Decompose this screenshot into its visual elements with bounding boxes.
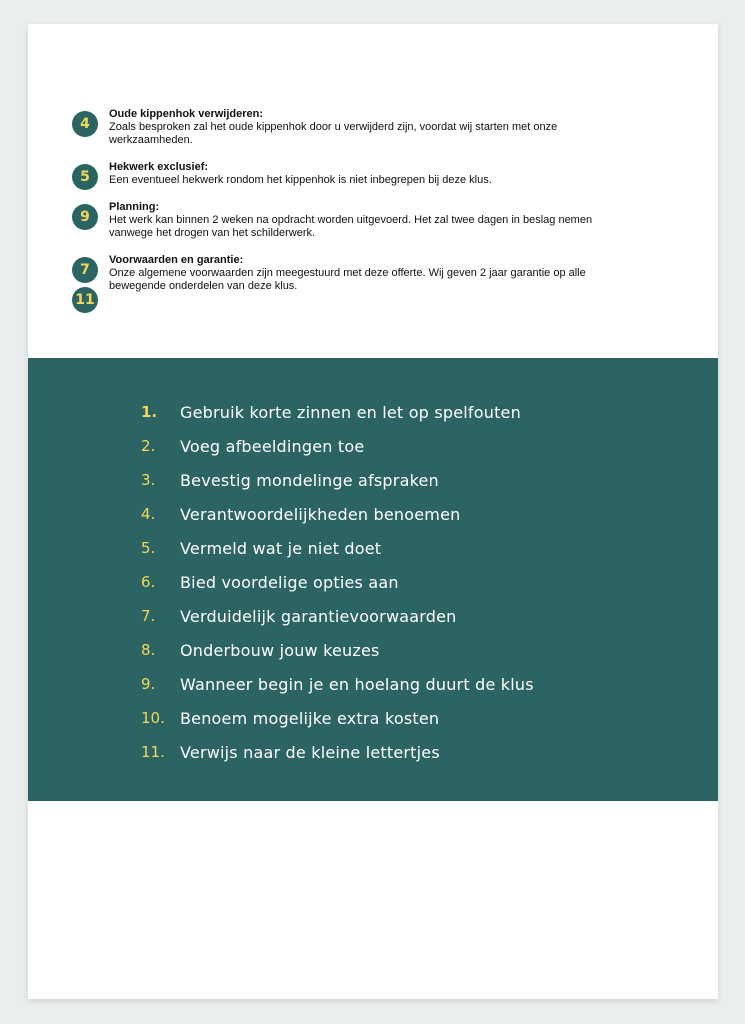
section-title: Voorwaarden en garantie: (109, 254, 244, 266)
list-item (141, 701, 534, 735)
list-item (141, 735, 534, 769)
list-number: 1. (141, 403, 158, 421)
list-item (141, 565, 534, 599)
list-number: 5. (141, 539, 156, 557)
list-item (141, 497, 534, 531)
tips-panel (28, 358, 718, 801)
list-text: Vermeld wat je niet doet (180, 538, 382, 558)
section-title: Planning: (109, 201, 160, 213)
list-text: Gebruik korte zinnen en let op spelfouten (180, 402, 521, 422)
section-body: Onze algemene voorwaarden zijn meegestuurd met deze offerte. Wij geven 2 jaar garantie op alle bewegende onderdelen van deze klus. (109, 267, 586, 292)
list-text: Wanneer begin je en hoelang duurt de klus (180, 674, 534, 694)
section-body: Het werk kan binnen 2 weken na opdracht worden uitgevoerd. Het zal twee dagen in beslag nemen vanwege het drogen van het schilderwerk. (109, 214, 593, 239)
number-badge: 5 (72, 164, 98, 190)
section-remove-old-coop (72, 108, 632, 147)
list-item (141, 395, 534, 429)
list-item (141, 633, 534, 667)
list-text: Voeg afbeeldingen toe (180, 436, 365, 456)
list-text: Verduidelijk garantievoorwaarden (180, 606, 457, 626)
list-number: 8. (141, 641, 156, 659)
list-text: Verwijs naar de kleine lettertjes (180, 742, 440, 762)
tips-list (141, 395, 534, 769)
quote-sections (72, 108, 632, 328)
list-item (141, 599, 534, 633)
list-number: 11. (141, 743, 165, 761)
list-number: 6. (141, 573, 156, 591)
list-item (141, 667, 534, 701)
list-text: Verantwoordelijkheden benoemen (180, 504, 461, 524)
list-item (141, 429, 534, 463)
list-number: 7. (141, 607, 156, 625)
list-number: 4. (141, 505, 156, 523)
list-number: 9. (141, 675, 156, 693)
number-badge: 11 (72, 287, 98, 313)
section-fence-excluded (72, 161, 632, 187)
section-title: Hekwerk exclusief: (109, 161, 209, 173)
number-badge: 4 (72, 111, 98, 137)
section-planning (72, 201, 632, 240)
section-body: Een eventueel hekwerk rondom het kippenhok is niet inbegrepen bij deze klus. (109, 174, 492, 186)
list-text: Onderbouw jouw keuzes (180, 640, 380, 660)
list-text: Benoem mogelijke extra kosten (180, 708, 440, 728)
list-text: Bied voordelige opties aan (180, 572, 399, 592)
section-body: Zoals besproken zal het oude kippenhok door u verwijderd zijn, voordat wij starten met onze werkzaamheden. (109, 121, 558, 146)
number-badge: 9 (72, 204, 98, 230)
section-terms-warranty (72, 254, 632, 314)
list-item (141, 463, 534, 497)
section-title: Oude kippenhok verwijderen: (109, 108, 264, 120)
list-number: 10. (141, 709, 165, 727)
list-number: 2. (141, 437, 156, 455)
list-item (141, 531, 534, 565)
number-badge: 7 (72, 257, 98, 283)
list-number: 3. (141, 471, 156, 489)
document-page (28, 24, 718, 999)
list-text: Bevestig mondelinge afspraken (180, 470, 439, 490)
